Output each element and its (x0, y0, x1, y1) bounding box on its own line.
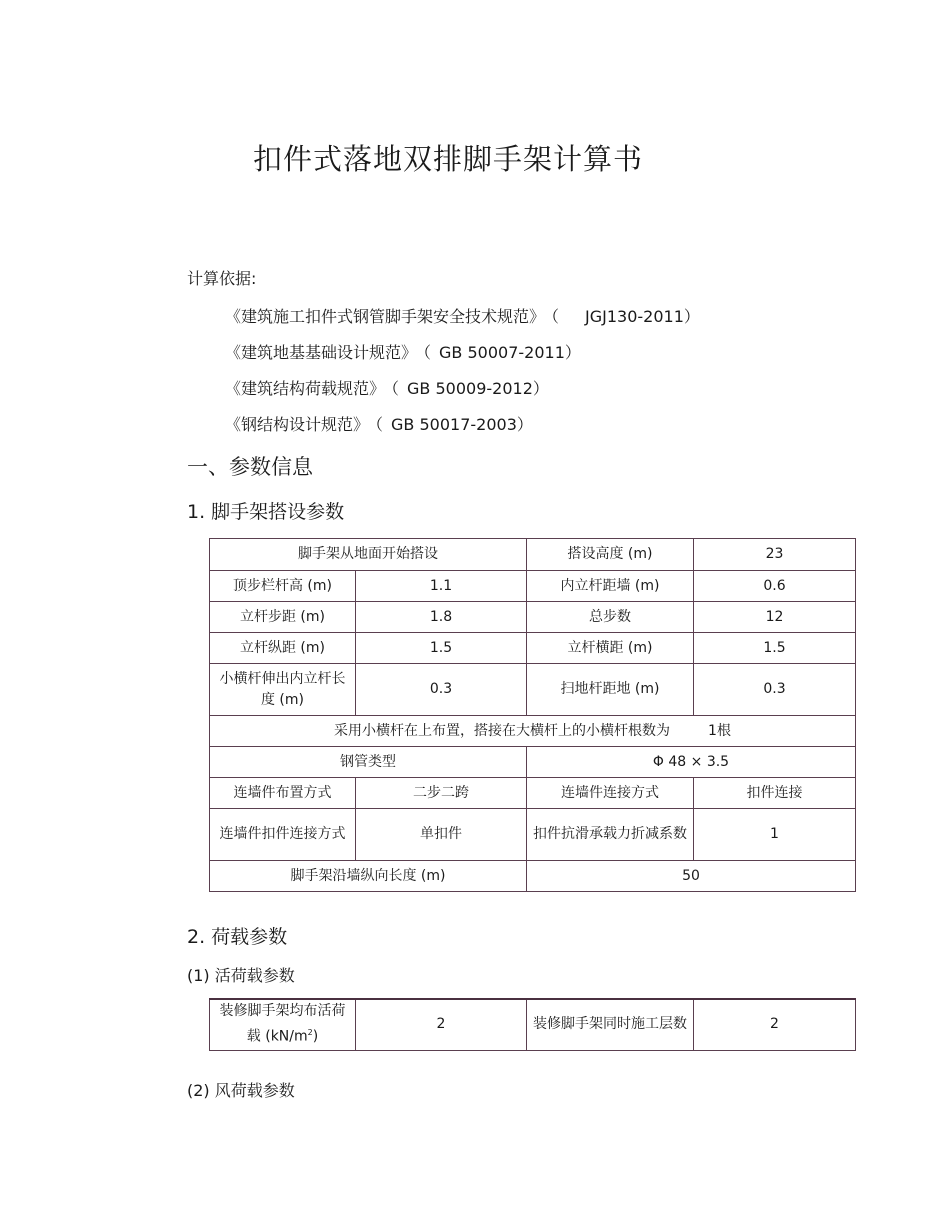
document-title: 扣件式落地双排脚手架计算书 (253, 142, 644, 176)
table-cell: 顶步栏杆高 (m) (210, 571, 356, 602)
table-cell: 1.1 (356, 571, 527, 602)
cell-text: 装修脚手架均布活荷载 (kN/m (219, 1003, 346, 1046)
reference-code: GB 50007-2011） (439, 343, 581, 362)
reference-paren: （ (551, 307, 560, 326)
table-cell: 连墙件扣件连接方式 (210, 809, 356, 861)
reference-line (225, 304, 700, 327)
table-cell: 1.5 (694, 633, 856, 664)
reference-line (225, 376, 549, 399)
reference-code: GB 50017-2003） (391, 415, 533, 434)
table-cell: 1 (694, 809, 856, 861)
reference-line (225, 340, 581, 363)
table-cell: 50 (527, 861, 856, 892)
section-heading: 一、参数信息 (187, 455, 313, 479)
table-cell: 立杆步距 (m) (210, 602, 356, 633)
reference-name: 《建筑结构荷载规范》 (225, 379, 386, 398)
reference-paren: （ (391, 379, 400, 398)
basis-label: 计算依据: (187, 269, 257, 288)
table-cell: 扣件连接 (694, 778, 856, 809)
table-cell (210, 716, 856, 747)
table-cell: 0.3 (694, 664, 856, 716)
table-cell: 单扣件 (356, 809, 527, 861)
cell-value: 1根 (708, 722, 731, 739)
table-cell: 1.5 (356, 633, 527, 664)
reference-name: 《建筑施工扣件式钢管脚手架安全技术规范》 (225, 307, 546, 326)
table-cell: 扫地杆距地 (m) (527, 664, 694, 716)
table-cell: 扣件抗滑承载力折减系数 (527, 809, 694, 861)
table-cell: 2 (356, 999, 527, 1050)
table-cell: 脚手架从地面开始搭设 (210, 539, 527, 571)
table-cell: 2 (694, 999, 856, 1050)
table-cell: 小横杆伸出内立杆长度 (m) (210, 664, 356, 716)
reference-paren: （ (423, 343, 432, 362)
table-cell: 钢管类型 (210, 747, 527, 778)
table-cell: 立杆纵距 (m) (210, 633, 356, 664)
scaffold-parameters-table (209, 538, 856, 892)
table-cell: 1.8 (356, 602, 527, 633)
cell-text: 采用小横杆在上布置，搭接在大横杆上的小横杆根数为 (334, 722, 671, 739)
live-load-table (209, 998, 856, 1051)
reference-code: JGJ130-2011） (585, 307, 700, 326)
table-cell: 0.3 (356, 664, 527, 716)
table-cell (210, 999, 356, 1050)
table-cell: 装修脚手架同时施工层数 (527, 999, 694, 1050)
table-cell: Φ 48 × 3.5 (527, 747, 856, 778)
superscript: 2 (307, 1028, 313, 1038)
table-cell: 连墙件连接方式 (527, 778, 694, 809)
reference-code: GB 50009-2012） (407, 379, 549, 398)
table-cell: 内立杆距墙 (m) (527, 571, 694, 602)
subsection-heading: (2) 风荷载参数 (187, 1081, 295, 1100)
subsection-heading: 1. 脚手架搭设参数 (187, 501, 345, 523)
table-cell: 连墙件布置方式 (210, 778, 356, 809)
table-cell: 脚手架沿墙纵向长度 (m) (210, 861, 527, 892)
table-cell: 总步数 (527, 602, 694, 633)
table-cell: 23 (694, 539, 856, 571)
table-cell: 立杆横距 (m) (527, 633, 694, 664)
cell-text: ) (312, 1029, 319, 1046)
reference-paren: （ (375, 415, 384, 434)
table-cell: 二步二跨 (356, 778, 527, 809)
table-cell: 0.6 (694, 571, 856, 602)
table-cell: 12 (694, 602, 856, 633)
reference-line (225, 412, 533, 435)
subsection-heading: (1) 活荷载参数 (187, 966, 295, 985)
reference-name: 《钢结构设计规范》 (225, 415, 370, 434)
reference-name: 《建筑地基基础设计规范》 (225, 343, 418, 362)
table-cell: 搭设高度 (m) (527, 539, 694, 571)
subsection-heading: 2. 荷载参数 (187, 926, 288, 948)
